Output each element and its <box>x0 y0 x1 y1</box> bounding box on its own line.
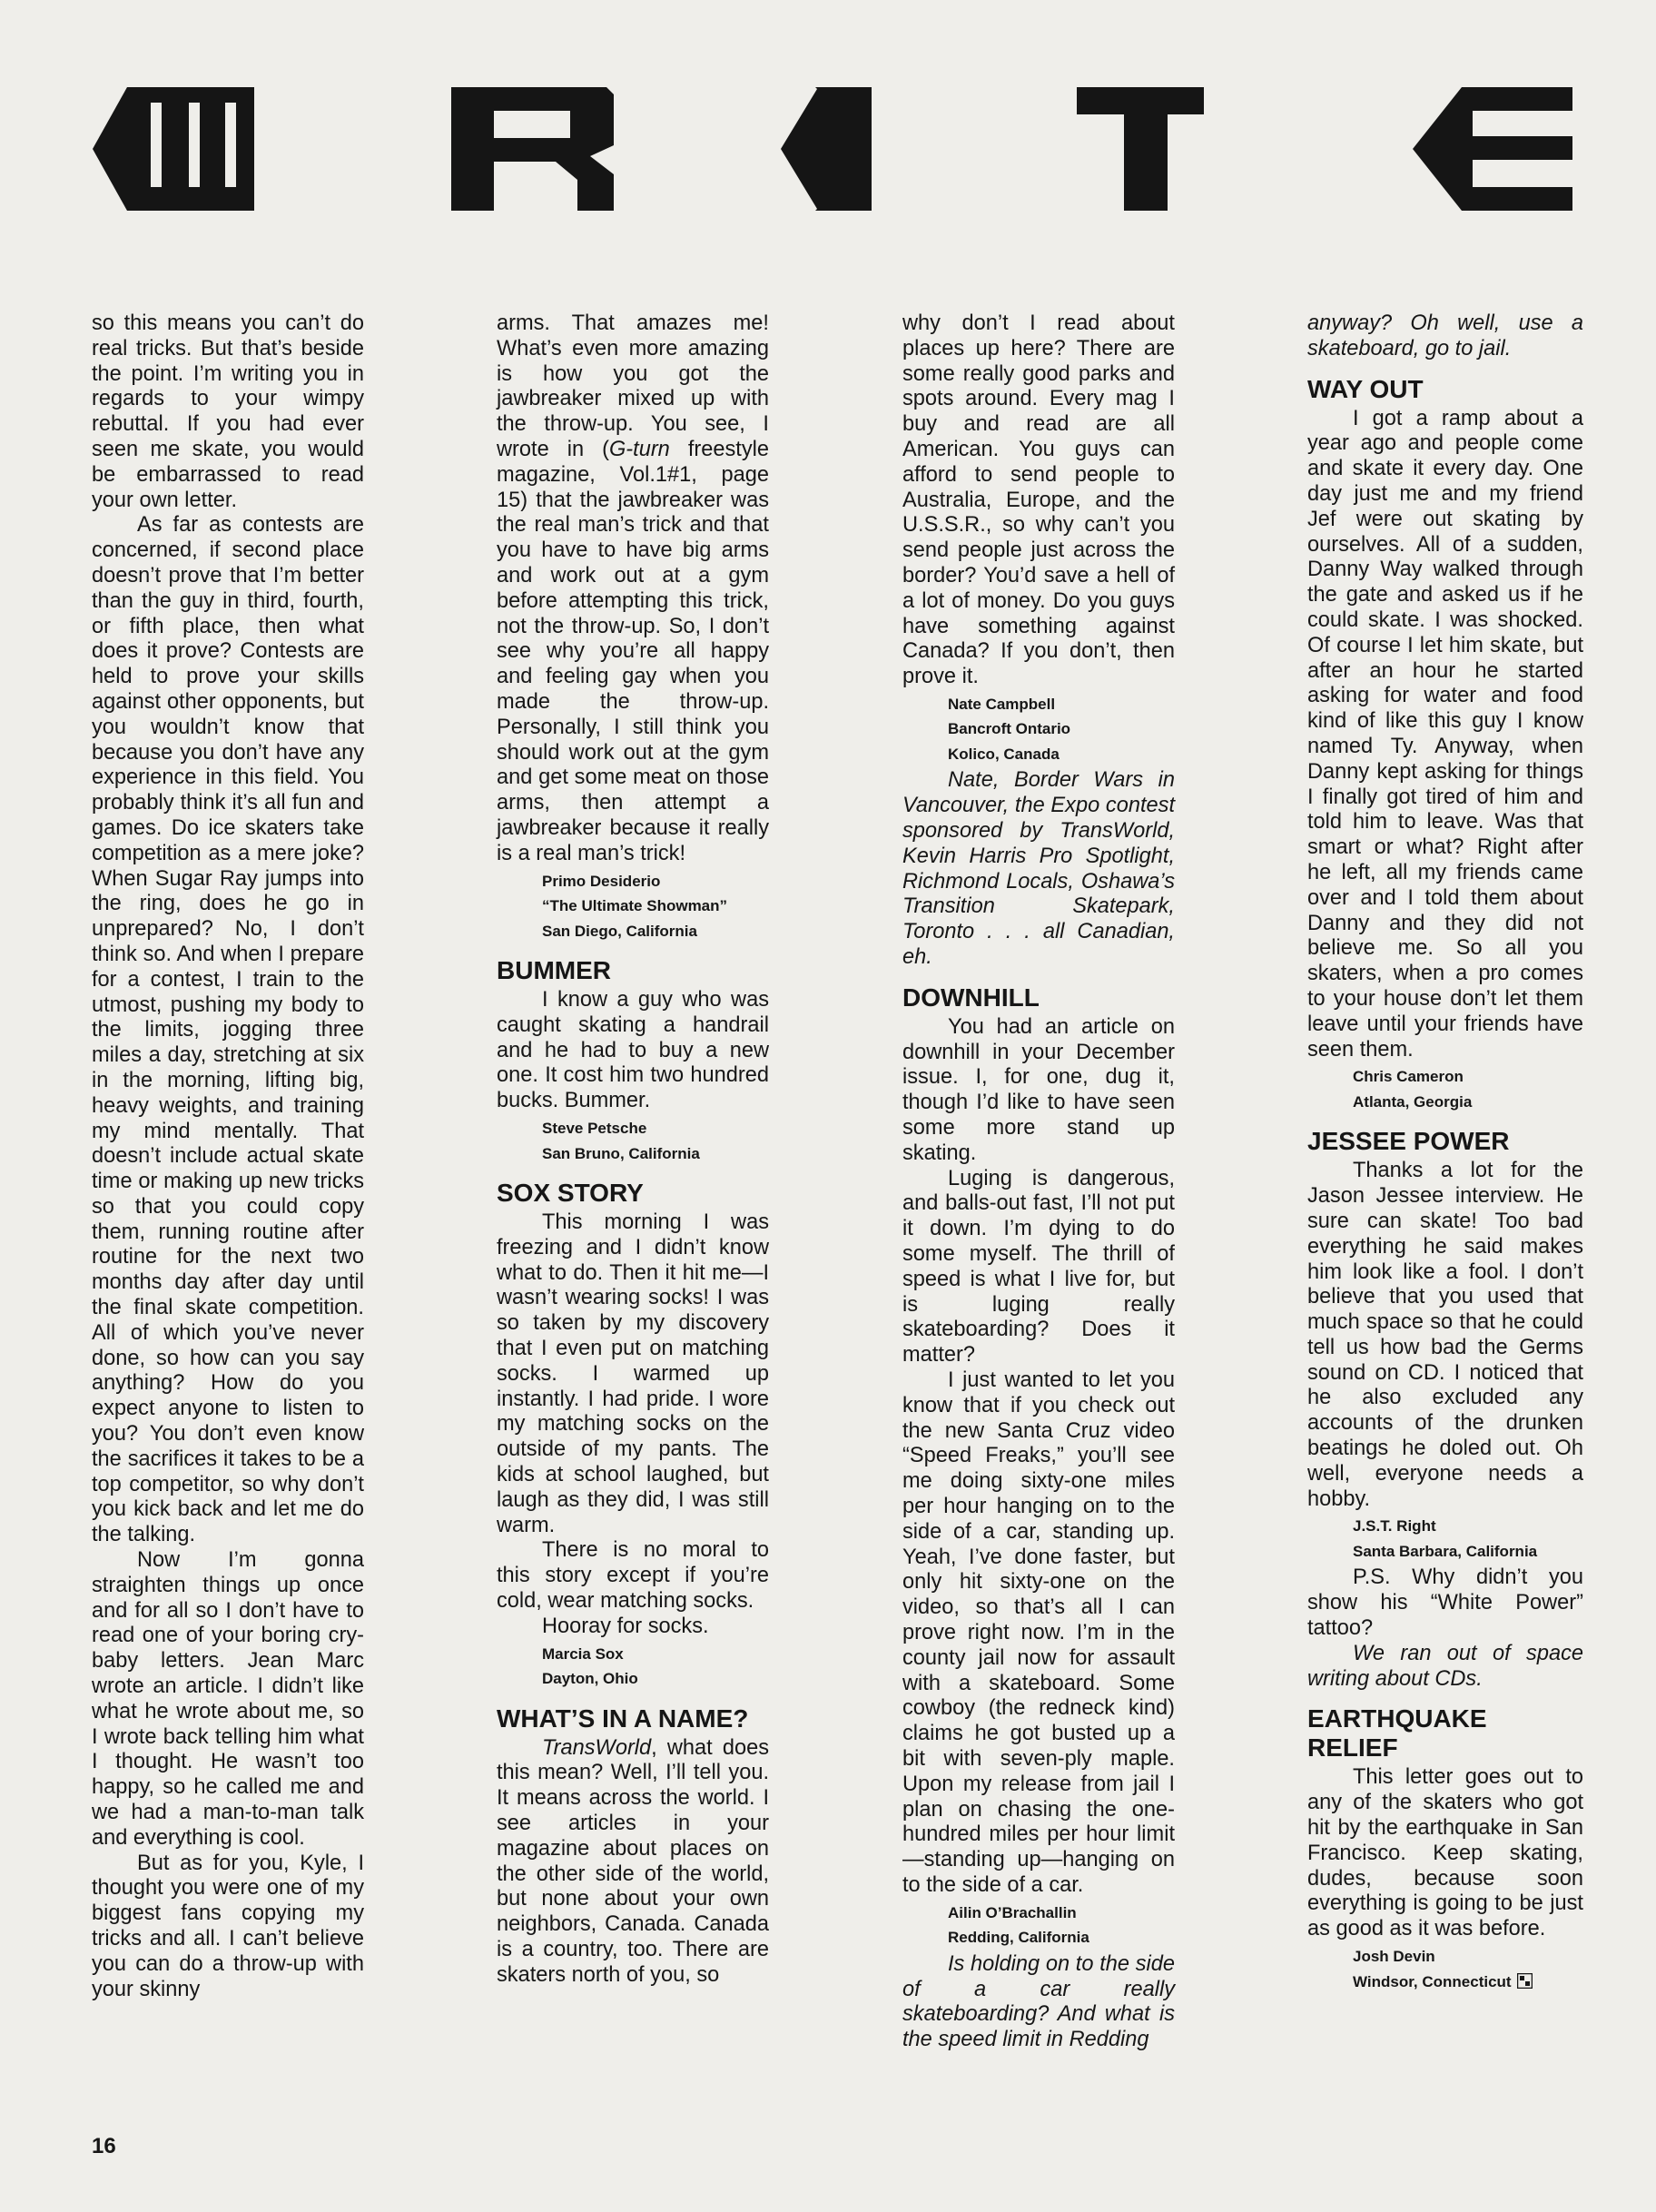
letter-paragraph: Now I’m gonna straighten things up once and for all so I don’t have to read one of your boring cry-baby letters. Jean Marc wrote an article. I didn’t like what he wrote about me, so I wrote back telling him what I thought. He wasn’t too happy, so he called me and we had a man-to-man talk and everything is cool. <box>92 1548 364 1850</box>
banner-text <box>0 0 3 1</box>
letter-paragraph: I got a ramp about a year ago and people come and skate it every day. One day just me and my friend Jef were out skating by ourselves. All of a sudden, Danny Way walked through the gate and asked us if he could skate. I was shocked. Of course I let him skate, but after an hour he started asking for water and food kind of like this guy I know named Ty. Anyway, when Danny kept asking for things I finally got tired of him and told him to leave. Was that smart or what? Right after he left, all my friends came over and I told them about Danny and they did not believe me. So all you skaters, when a pro comes to your house don’t let them leave until your friends have seen them. <box>1307 406 1583 1062</box>
signature: Marcia Sox Dayton, Ohio <box>542 1644 638 1688</box>
letter-paragraph: You had an article on downhill in your December issue. I, for one, dug it, though I’d like to have seen some more stand up skating. <box>902 1014 1175 1165</box>
editor-reply: We ran out of space writing about CDs. <box>1307 1641 1583 1691</box>
column-3 <box>902 311 1175 2053</box>
signature: Josh Devin Windsor, Connecticut <box>1353 1944 1583 1994</box>
banner-letter-r <box>451 87 614 211</box>
section-heading: DOWNHILL <box>902 983 1040 1012</box>
letter-paragraph: Thanks a lot for the Jason Jessee interview. He sure can skate! Too bad everything he said makes him look like a fool. I don’t believe that you used that much space so that he could tell us how bad the Germs sound on CD. I noticed that he also excluded any accounts of the drunken beatings he doled out. Oh well, everyone needs a hobby. <box>1307 1159 1583 1511</box>
letter-paragraph: As far as contests are concerned, if second place doesn’t prove that I’m better than the guy in third, fourth, or fifth place, then what does it prove? Contests are held to prove your skills against other opponents, but you wouldn’t know that because you don’t have any experience in this field. You probably think it’s all fun and games. Do ice skaters take competition as a mere joke? When Sugar Ray jumps into the ring, does he go in unprepared? No, I don’t think so. And when I prepare for a contest, I train to the utmost, pushing my body to the limits, jogging three miles a day, stretching at six in the morning, lifting big, heavy weights, and training my mind mentally. That doesn’t include actual skate time or making up new tricks so that you could copy them, running routine after routine for the next two months day after day until the final skate competition. All of which you’ve never done, so how can you say anything? How do you expect anyone to listen to you? You don’t even know the sacrifices it takes to be a top competitor, so why don’t you kick back and let me do the talking. <box>92 513 364 1547</box>
letter-paragraph: so this means you can’t do real tricks. But that’s beside the point. I’m writing you in regards to your wimpy rebuttal. If you had ever seen me skate, you would be embarrassed to read your own letter. <box>92 311 364 512</box>
letter-paragraph: But as for you, Kyle, I thought you were one of my biggest fans copying my tricks and all. I can’t believe you can do a throw-up with your skinny <box>92 1851 364 2001</box>
signature: Primo Desiderio “The Ultimate Showman” San Diego, California <box>542 872 728 940</box>
section-heading: JESSEE POWER <box>1307 1127 1510 1156</box>
letter-paragraph: Luging is dangerous, and balls-out fast, I’ll not put it down. I’m dying to do some myself. The thrill of speed is what I live for, but is luging really skateboarding? Does it matter? <box>902 1166 1175 1368</box>
editor-reply: Is holding on to the side of a car really skateboarding? And what is the speed limit in Redding <box>902 1951 1175 2052</box>
editor-reply: anyway? Oh well, use a skateboard, go to jail. <box>1307 311 1583 360</box>
column-2 <box>497 311 769 1989</box>
letter-paragraph: I just wanted to let you know that if you check out the new Santa Cruz video “Speed Freaks,” you’ll see me doing sixty-one miles per hour hanging on to the side of a car, standing up. Yeah, I’ve done faster, but only hit sixty-one on the video, so that’s all I can prove right now. I’m in the county jail now for assault with a skateboard. Some cowboy (the redneck kind) claims he got busted up a bit with seven-ply maple. Upon my release from jail I plan on chasing the one-hundred miles per hour limit—standing up—hanging on to the side of a car. <box>902 1368 1175 1897</box>
end-mark-icon <box>1517 1973 1533 1989</box>
letter-paragraph: There is no moral to this story except if you’re cold, wear matching socks. <box>497 1538 769 1613</box>
letter-paragraph: why don’t I read about places up here? There are some really good parks and spots around. Every mag I buy and read are all American. You guys can afford to send people to Australia, Europe, and the U.S.S.R., so why can’t you send people just across the border? You’d save a hell of a lot of money. Do you guys have something against Canada? If you don’t, then prove it. <box>902 311 1175 689</box>
signature: J.S.T. Right Santa Barbara, California <box>1353 1517 1538 1560</box>
letter-paragraph: arms. That amazes me! What’s even more amazing is how you got the jawbreaker mixed up with the throw-up. You see, I wrote in (G-turn freestyle magazine, Vol.1#1, page 15) that the jawbreaker was the real man’s trick and that you have to have big arms and work out at a gym before attempting this trick, not the throw-up. So, I don’t see why you’re all happy and feeling gay when you made the throw-up. Personally, I still think you should work out at the gym and get some meat on those arms, then attempt a jawbreaker because it really is a real man’s trick! <box>497 311 769 865</box>
banner-letter-t <box>1077 87 1204 211</box>
editor-reply: Nate, Border Wars in Vancouver, the Expo contest sponsored by TransWorld, Kevin Harris Pro Spotlight, Richmond Locals, Oshawa’s Transition Skatepark, Toronto . . . all Canadian, eh. <box>902 768 1175 970</box>
section-heading: SOX STORY <box>497 1179 644 1208</box>
signature: Ailin O’Brachallin Redding, California <box>948 1903 1089 1947</box>
section-heading: BUMMER <box>497 956 611 985</box>
page-number: 16 <box>92 2134 116 2158</box>
signature: Chris Cameron Atlanta, Georgia <box>1353 1068 1473 1111</box>
letter-paragraph: Hooray for socks. <box>542 1614 709 1638</box>
banner-letter-e <box>1413 87 1572 211</box>
column-1 <box>92 311 364 2002</box>
section-heading: EARTHQUAKE RELIEF <box>1307 1704 1487 1763</box>
letter-paragraph: I know a guy who was caught skating a handrail and he had to buy a new one. It cost him two hundred bucks. Bummer. <box>497 988 769 1113</box>
write-banner <box>0 0 1656 272</box>
banner-letter-i <box>781 87 872 211</box>
letter-paragraph: This morning I was freezing and I didn’t know what to do. Then it hit me—I wasn’t wearing socks! I was so taken by my discovery that I even put on matching socks. I warmed up instantly. I had pride. I wore my matching socks on the outside of my pants. The kids at school laughed, but laugh as they did, I was still warm. <box>497 1210 769 1537</box>
section-heading: WHAT’S IN A NAME? <box>497 1703 749 1733</box>
signature: Steve Petsche San Bruno, California <box>542 1120 700 1162</box>
letter-paragraph: TransWorld, what does this mean? Well, I’ll tell you. It means across the world. I see articles in your magazine about places on the other side of the world, but none about your own neighbors, Canada. Canada is a country, too. There are skaters north of you, so <box>497 1735 769 1987</box>
letter-paragraph: This letter goes out to any of the skaters who got hit by the earthquake in San Francisco. Keep skating, dudes, because soon everything is going to be just as good as it was before. <box>1307 1765 1583 1941</box>
banner-letter-w <box>93 87 254 211</box>
signature: Nate Campbell Bancroft Ontario Kolico, Canada <box>948 695 1071 763</box>
letter-paragraph: P.S. Why didn’t you show his “White Power” tattoo? <box>1307 1565 1583 1641</box>
section-heading: WAY OUT <box>1307 374 1424 403</box>
column-4 <box>1307 311 1583 1996</box>
